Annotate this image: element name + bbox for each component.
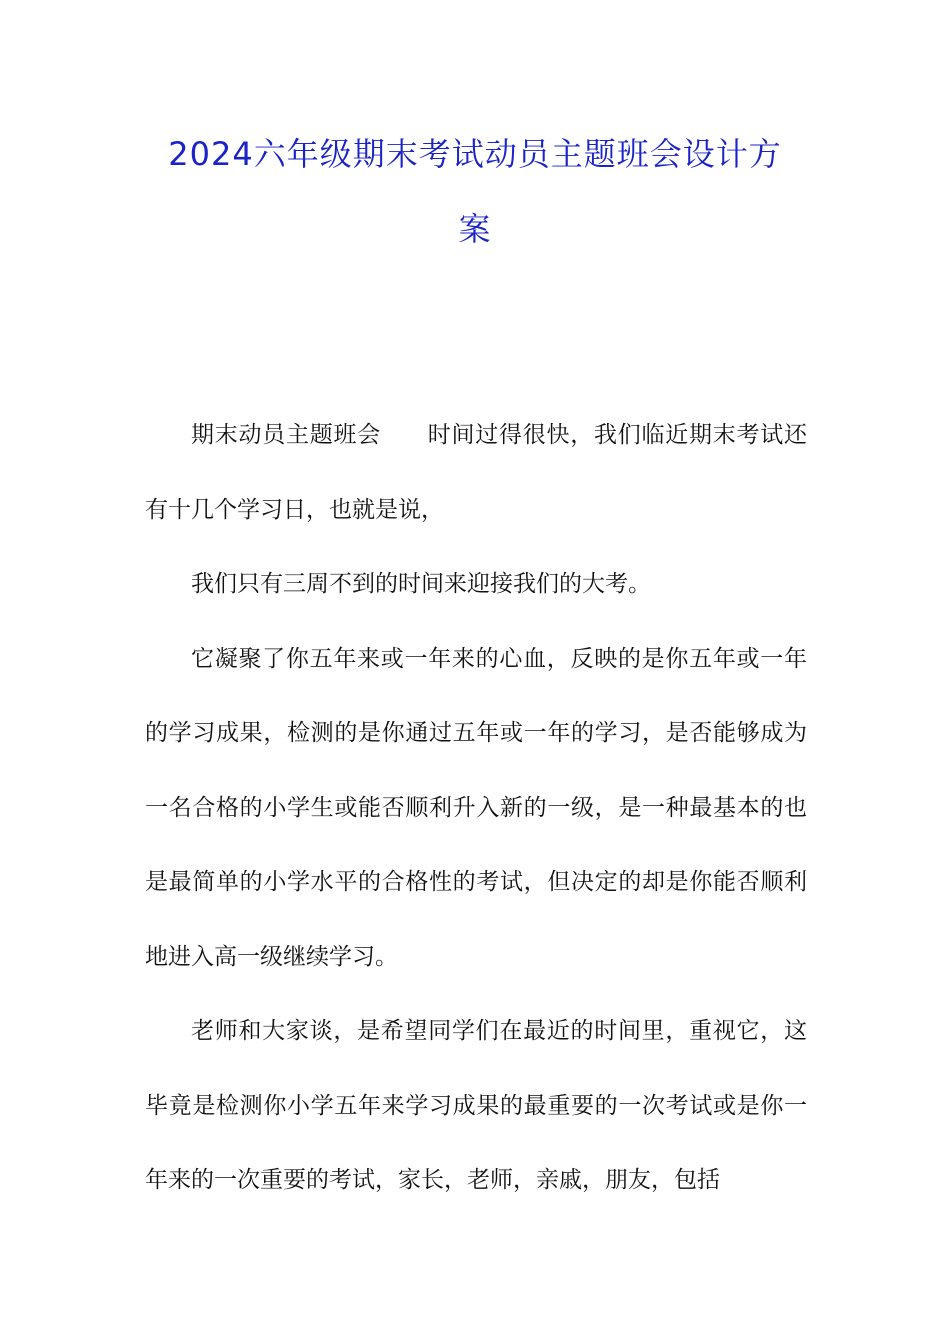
paragraph-1 bbox=[145, 398, 807, 547]
paragraph-4 bbox=[145, 994, 807, 1218]
paragraph-2 bbox=[145, 547, 807, 622]
paragraph-text: 时间过得很快，我们临近期末考试还有十几个学习日，也就是说， bbox=[145, 422, 807, 523]
paragraph-3 bbox=[145, 622, 807, 995]
paragraph-text: 它凝聚了你五年来或一年来的心血，反映的是你五年或一年的学习成果，检测的是你通过五年或一年的学习，是否能够成为一名合格的小学生或能否顺利升入新的一级，是一种最基本的也是最简单的小学水平的合格性的考试，但决定的却是你能否顺利地进入高一级继续学习。 bbox=[145, 645, 807, 970]
document-body bbox=[145, 398, 807, 1218]
document-title-line-2: 案 bbox=[458, 210, 492, 248]
paragraph-text: 老师和大家谈，是希望同学们在最近的时间里，重视它，这毕竟是检测你小学五年来学习成果的最重要的一次考试或是你一年来的一次重要的考试，家长，老师，亲戚，朋友，包括 bbox=[145, 1018, 807, 1193]
paragraph-lead: 期末动员主题班会 bbox=[191, 422, 381, 448]
document-title-line-1: 2024六年级期末考试动员主题班会设计方 bbox=[168, 135, 782, 173]
paragraph-text: 我们只有三周不到的时间来迎接我们的大考。 bbox=[191, 571, 651, 597]
